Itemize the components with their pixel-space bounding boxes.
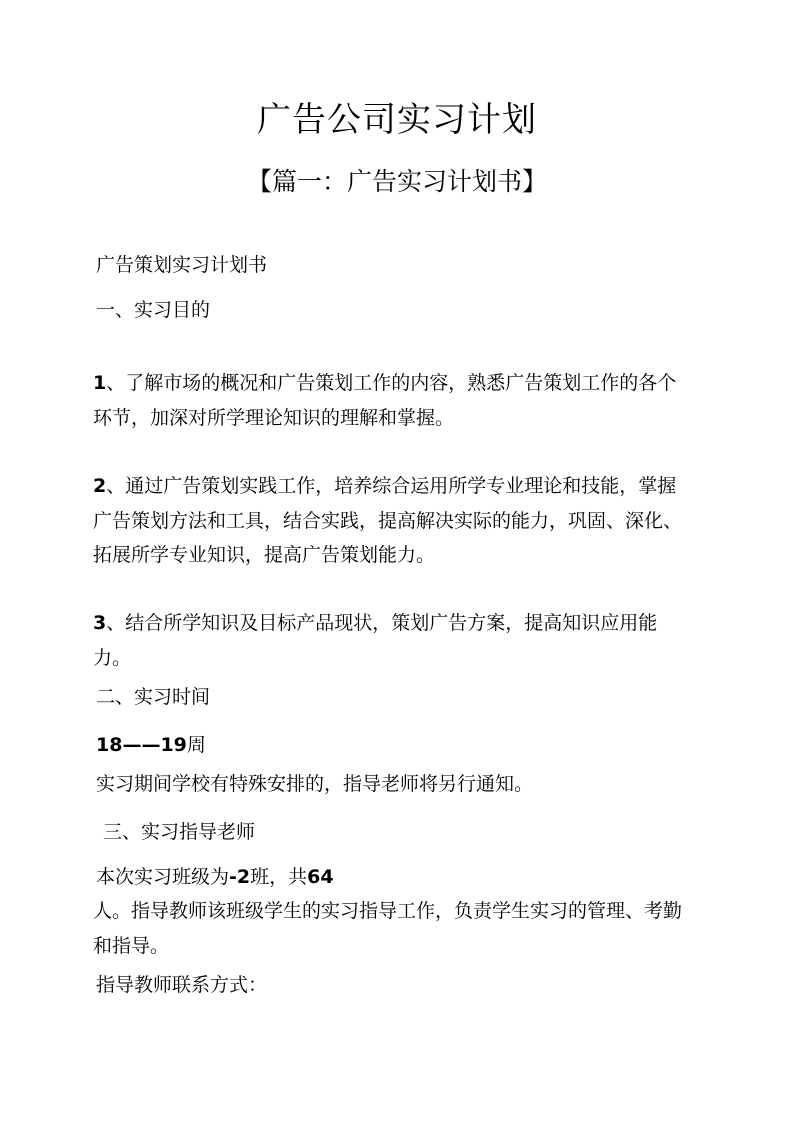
class-info-mid: 班，共	[250, 866, 308, 888]
class-code: -2	[229, 866, 251, 888]
document-title: 广告公司实习计划	[257, 100, 537, 140]
schedule-note: 实习期间学校有特殊安排的，指导老师将另行通知。	[96, 773, 534, 795]
section-heading-purpose: 一、实习目的	[96, 299, 211, 321]
class-info-prefix: 本次实习班级为	[96, 866, 230, 888]
purpose-item-3-number: 3	[93, 612, 107, 634]
internship-weeks	[96, 728, 706, 762]
section-heading-instructor: 三、实习指导老师	[103, 821, 256, 843]
class-count: 64	[307, 866, 334, 888]
instructor-duty-paragraph: 人。指导教师该班级学生的实习指导工作，负责学生实习的管理、考勤和指导。	[93, 900, 683, 957]
section-heading-time: 二、实习时间	[96, 686, 211, 708]
plan-book-heading: 广告策划实习计划书	[96, 254, 268, 276]
purpose-item-1-number: 1	[93, 372, 107, 394]
purpose-item-2-number: 2	[93, 475, 107, 497]
class-info-line	[96, 860, 706, 894]
internship-weeks-range: 18——19	[96, 734, 187, 756]
purpose-item-2-text: 、通过广告策划实践工作，培养综合运用所学专业理论和技能，掌握广告策划方法和工具，结合实践，提高解决实际的能力，巩固、深化、拓展所学专业知识，提高广告策划能力。	[93, 475, 683, 566]
document-subtitle: 【篇一：广告实习计划书】	[246, 167, 547, 196]
purpose-item-1-text: 、了解市场的概况和广告策划工作的内容，熟悉广告策划工作的各个环节，加深对所学理论知识的理解和掌握。	[93, 372, 677, 429]
purpose-item-3	[93, 606, 693, 675]
instructor-contact-label: 指导教师联系方式：	[96, 974, 268, 996]
purpose-item-3-text: 、结合所学知识及目标产品现状，策划广告方案，提高知识应用能力。	[93, 612, 658, 669]
internship-weeks-unit: 周	[186, 734, 206, 756]
purpose-item-1	[93, 366, 693, 435]
purpose-item-2	[93, 469, 693, 573]
